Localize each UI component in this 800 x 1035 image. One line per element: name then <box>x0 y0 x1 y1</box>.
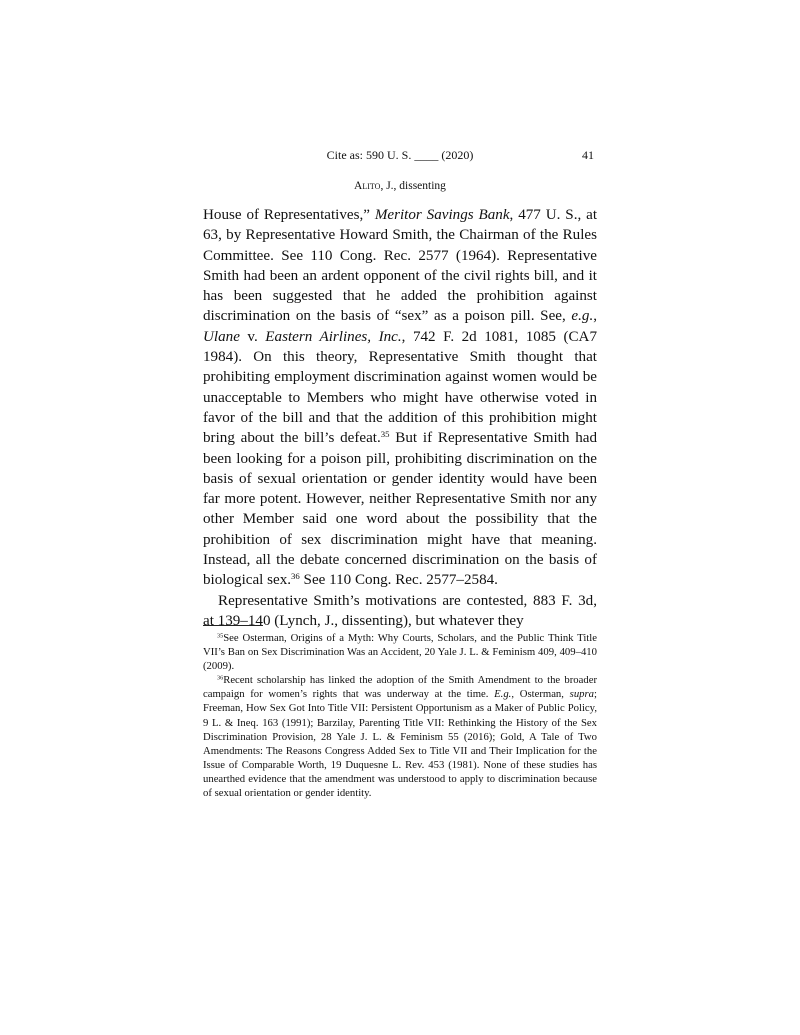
body-text-run: House of Representatives,” <box>203 207 375 223</box>
body-paragraph: Representative Smith’s motivations are contested, 883 F. 3d, at 139–140 (Lynch, J., dissenting), but whatever they <box>203 592 597 629</box>
footnote-number: 35 <box>217 632 224 640</box>
opinion-author-header <box>0 180 800 192</box>
body-text-run: , 477 U. S., at 63, by Representative Howard Smith, the Chairman of the Rules Committee. See 110 Cong. Rec. 2577 (1964). Representative Smith had been an ardent opponent of the civil rights bill, and it has been suggested that he added the prohibition against discrimination on the basis of “sex” as a poison pill. See, <box>203 207 598 325</box>
body-text-run: v. <box>239 328 266 345</box>
case-name: Meritor Savings Bank <box>374 207 510 223</box>
footnote-ref-36[interactable]: 36 <box>291 571 300 582</box>
body-text-run: , 742 F. 2d 1081, 1085 (CA7 1984). On this theory, Representative Smith thought that prohibiting employment discrimination against women would be unacceptable to Members who might have otherwise voted in favor of the bill and that the addition of this prohibition might bring about the bill’s defeat. <box>203 328 597 447</box>
author-role: , J., dissenting <box>380 180 446 192</box>
signal-italic: e.g. <box>571 308 594 325</box>
page-number: 41 <box>582 148 594 162</box>
signal-italic: E.g. <box>494 688 512 701</box>
footnote-text: See Osterman, Origins of a Myth: Why Courts, Scholars, and the Public Think Title VII’s Ban on Sex Discrimination Was an Accident, 20 Yale J. L. & Feminism 409, 409–410 (2009). <box>203 632 597 673</box>
opinion-body <box>203 205 597 631</box>
body-text-run: See 110 Cong. Rec. 2577–2584. <box>299 572 498 589</box>
footnote-divider <box>203 625 263 626</box>
body-text-run: , <box>593 308 597 325</box>
footnotes <box>203 631 597 800</box>
citation-header: Cite as: 590 U. S. ____ (2020) <box>326 148 474 162</box>
footnote-ref-35[interactable]: 35 <box>380 429 390 440</box>
footnote-35 <box>203 631 597 673</box>
body-paragraph <box>203 205 597 591</box>
footnote-36 <box>203 673 597 800</box>
footnote-text: Recent scholarship has linked the adoption of the Smith Amendment to the broader campaign for women’s rights that was underway at the time. <box>203 674 597 701</box>
footnote-number: 36 <box>217 674 224 682</box>
case-name: Eastern Airlines, Inc. <box>265 328 402 345</box>
author-name: Alito <box>354 180 381 192</box>
footnote-text: , Osterman, <box>511 688 570 701</box>
case-name: Ulane <box>203 328 240 345</box>
body-text-run: But if Representative Smith had been looking for a poison pill, prohibiting discrimination on the basis of sexual orientation or gender identity would have been far more potent. However, neither Representative Smith nor any other Member said one word about the possibility that the prohibition of sex discrimination might have that meaning. Instead, all the debate concerned discrimination on the basis of biological sex. <box>203 430 597 589</box>
footnote-text: ; Freeman, How Sex Got Into Title VII: Persistent Opportunism as a Maker of Public Policy, 9 L. & Ineq. 163 (1991); Barzilay, Parenting Title VII: Rethinking the History of the Sex Discrimination Provision, 28 Yale J. L. & Feminism 55 (2016); Gold, A Tale of Two Amendments: The Reasons Congress Added Sex to Title VII and Their Implication for the Issue of Comparable Worth, 19 Duquesne L. Rev. 453 (1981). None of these studies has unearthed evidence that the amendment was understood to apply to discrimination because of sexual orientation or gender identity. <box>203 688 597 800</box>
signal-italic: supra <box>569 688 595 701</box>
